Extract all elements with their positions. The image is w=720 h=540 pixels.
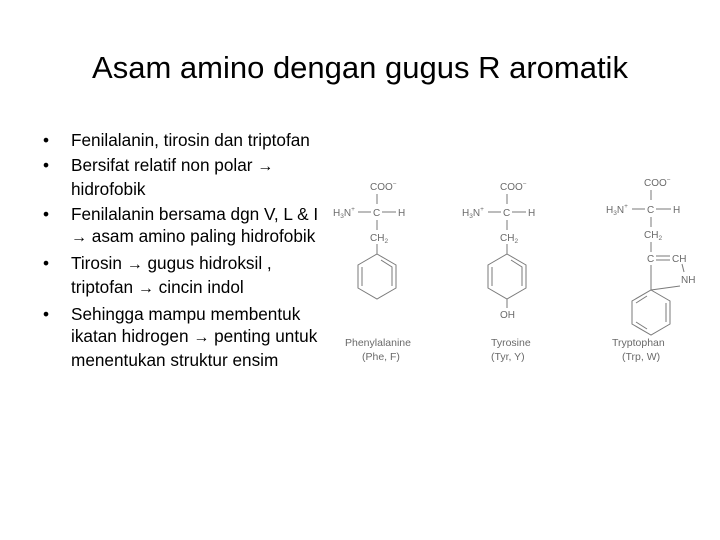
tryptophan-structure <box>606 177 695 363</box>
tyr-oh-label: OH <box>500 310 515 321</box>
bullet-item <box>36 303 326 371</box>
tyr-ring-double-bond <box>511 260 522 286</box>
tyr-coo-label: COO− <box>500 181 527 193</box>
phenylalanine-structure <box>333 181 411 363</box>
bullet-dot: • <box>42 155 50 175</box>
phe-h-label: H <box>398 208 406 219</box>
arrow-icon: → <box>137 280 154 297</box>
phe-coo-label: COO− <box>370 181 397 193</box>
phe-name: Phenylalanine <box>345 337 411 349</box>
bullet-item <box>36 154 326 200</box>
bullet-item <box>36 129 326 151</box>
bullet-text: cincin indol <box>153 277 244 297</box>
bullet-text: Bersifat relatif non polar <box>71 155 258 175</box>
trp-benzene-ring <box>632 290 670 335</box>
arrow-icon: → <box>126 256 143 273</box>
amino-acid-structures <box>322 162 714 377</box>
bullet-dot: • <box>42 204 50 224</box>
arrow-icon: → <box>193 329 210 346</box>
bullet-dot: • <box>42 253 50 273</box>
trp-bond-ring-b <box>651 286 680 290</box>
trp-h-label: H <box>673 205 681 216</box>
trp-ring-double-bond-2 <box>636 296 647 303</box>
slide-title: Asam amino dengan gugus R aromatik <box>92 50 628 85</box>
tyr-abbr: (Tyr, Y) <box>491 351 525 363</box>
trp-h3n-label: $H_3N^+$ <box>606 203 628 217</box>
phe-ring-double-bond <box>381 260 392 286</box>
arrow-icon: → <box>71 229 87 246</box>
tyrosine-structure <box>462 181 535 363</box>
bullet-dot: • <box>42 130 50 150</box>
phe-ch2-label: $CH_2$ <box>370 233 389 245</box>
trp-ch2-label: $CH_2$ <box>644 230 663 242</box>
bullet-text: penting untuk menentukan struktur ensim <box>71 326 318 370</box>
bullet-dot: • <box>42 304 50 324</box>
trp-c-label: C <box>647 205 655 216</box>
trp-abbr: (Trp, W) <box>622 351 661 363</box>
bullet-text: hidrofobik <box>71 179 146 199</box>
bullet-text: Tirosin <box>71 253 127 273</box>
tyr-benzene-ring <box>488 254 526 299</box>
trp-nh-label: NH <box>681 275 696 286</box>
trp-c3-label: C <box>647 254 655 265</box>
bullet-text: asam amino paling hidrofobik <box>87 226 316 246</box>
bullet-list <box>36 129 326 374</box>
phe-benzene-ring <box>358 254 396 299</box>
bullet-text: Sehingga mampu membentuk ikatan hidrogen <box>71 304 301 346</box>
tyr-c-label: C <box>503 208 511 219</box>
phe-h3n-label: $H_3N^+$ <box>333 206 355 220</box>
tyr-ch2-label: $CH_2$ <box>500 233 519 245</box>
phe-c-label: C <box>373 208 381 219</box>
bullet-item <box>36 203 326 249</box>
trp-ch-label: CH <box>672 254 687 265</box>
bullet-text: Fenilalanin, tirosin dan triptofan <box>71 130 310 150</box>
trp-coo-label: COO− <box>644 177 671 189</box>
bullet-text: Fenilalanin bersama dgn V, L & I <box>71 204 319 224</box>
trp-ring-double-bond-3 <box>636 322 647 329</box>
trp-bond-nh <box>682 264 684 272</box>
tyr-name: Tyrosine <box>491 337 531 349</box>
bullet-text: gugus hidroksil , triptofan <box>71 253 272 297</box>
arrow-icon: → <box>257 158 274 175</box>
phe-abbr: (Phe, F) <box>362 351 400 363</box>
trp-name: Tryptophan <box>612 337 665 349</box>
bullet-item <box>36 252 326 300</box>
tyr-h3n-label: $H_3N^+$ <box>462 206 484 220</box>
tyr-h-label: H <box>528 208 536 219</box>
